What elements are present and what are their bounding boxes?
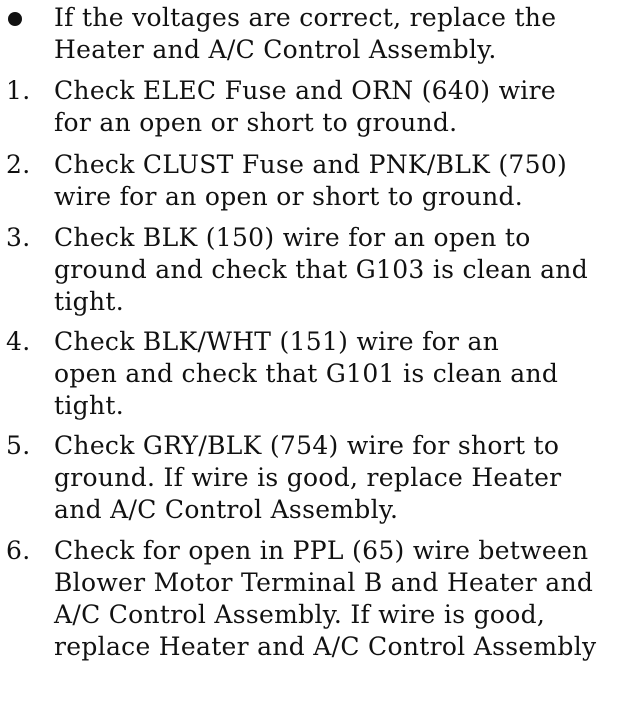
- text-line: If the voltages are correct, replace the: [54, 3, 557, 32]
- text-line: ground and check that G103 is clean and: [54, 255, 589, 284]
- item-number: 4.: [6, 327, 31, 356]
- item-text: [54, 222, 634, 318]
- item-text: [54, 149, 634, 213]
- item-text: [54, 535, 634, 663]
- text-line: and A/C Control Assembly.: [54, 495, 399, 524]
- text-line: Check CLUST Fuse and PNK/BLK (750): [54, 150, 568, 179]
- text-line: Check BLK/WHT (151) wire for an: [54, 327, 500, 356]
- text-line: Heater and A/C Control Assembly.: [54, 35, 497, 64]
- text-line: tight.: [54, 391, 124, 420]
- text-line: open and check that G101 is clean and: [54, 359, 559, 388]
- item-text: [54, 430, 634, 526]
- item-number: 6.: [6, 536, 31, 565]
- text-line: Check BLK (150) wire for an open to: [54, 223, 531, 252]
- item-text: [54, 326, 634, 422]
- bullet-icon: [8, 12, 22, 26]
- text-line: Check GRY/BLK (754) wire for short to: [54, 431, 560, 460]
- item-number: 3.: [6, 223, 31, 252]
- text-line: wire for an open or short to ground.: [54, 182, 524, 211]
- text-line: A/C Control Assembly. If wire is good,: [54, 600, 546, 629]
- item-number: 2.: [6, 150, 31, 179]
- text-line: Check for open in PPL (65) wire between: [54, 536, 589, 565]
- text-line: ground. If wire is good, replace Heater: [54, 463, 562, 492]
- text-line: Check ELEC Fuse and ORN (640) wire: [54, 76, 556, 105]
- text-line: for an open or short to ground.: [54, 108, 458, 137]
- item-text: [54, 75, 634, 139]
- item-number: 5.: [6, 431, 31, 460]
- text-line: Blower Motor Terminal B and Heater and: [54, 568, 594, 597]
- item-text: [54, 2, 634, 66]
- text-line: replace Heater and A/C Control Assembly: [54, 632, 597, 661]
- text-line: tight.: [54, 287, 124, 316]
- item-number: 1.: [6, 76, 31, 105]
